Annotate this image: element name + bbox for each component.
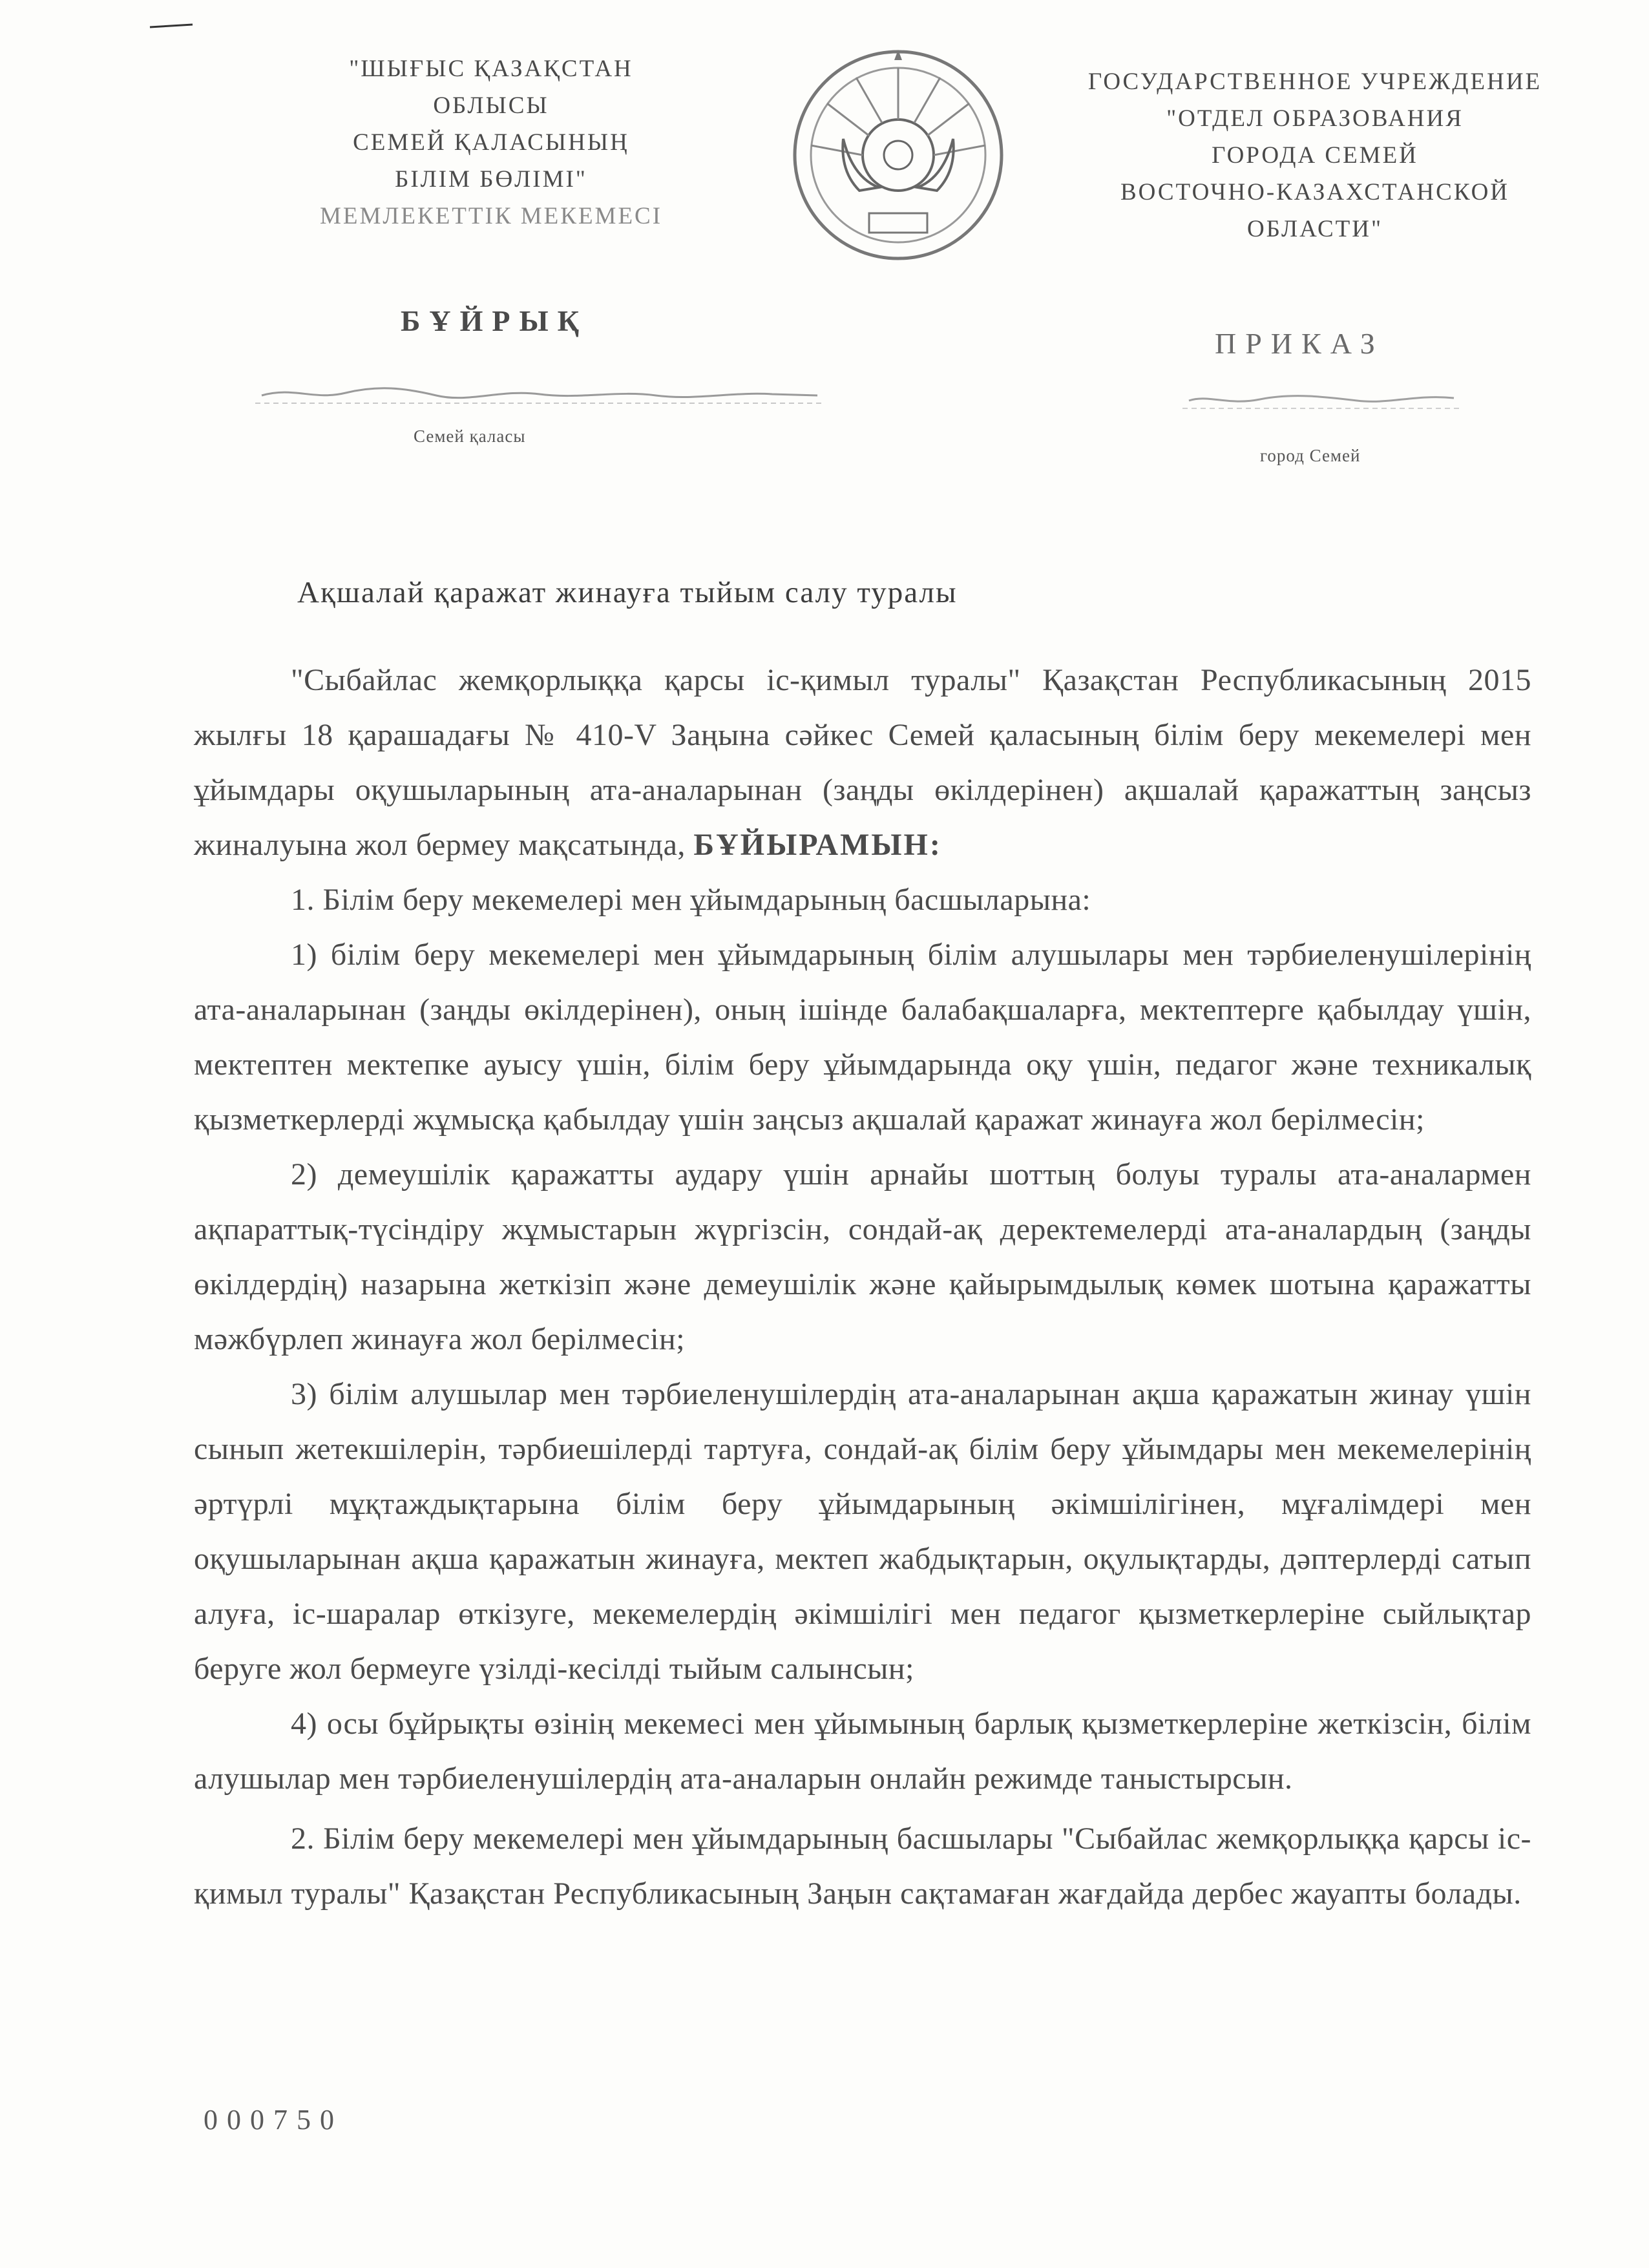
handwritten-date-number-scribble [255,381,824,407]
intro-paragraph [194,653,1531,872]
clause-2: 2. Білім беру мекемелері мен ұйымдарының басшылары "Сыбайлас жемқорлыққа қарсы іс-қимыл туралы" Қазақстан Республикасының Заңын сақтамаған жағдайда дербес жауапты болады. [194,1822,1531,1911]
clause-1-2: 2) демеушілік қаражатты аудару үшін арнайы шоттың болуы туралы ата-аналармен ақпараттық-түсіндіру жұмыстарын жүргізсін, сондай-ақ деректемелерді ата-аналардың (заңды өкілдердің) назарына жеткізіп және демеушілік және қайырымдылық көмек шотына қаражатты мәжбүрлеп жинауға жол берілмесін; [194,1157,1531,1356]
header-left-line: ОБЛЫСЫ [433,92,549,119]
order-heading-russian: ПРИКАЗ [1215,327,1384,360]
intro-order-word: БҰЙЫРАМЫН: [693,828,942,862]
header-right-line: ГОРОДА СЕМЕЙ [1212,142,1418,169]
clause-1: 1. Білім беру мекемелері мен ұйымдарының басшыларына: [291,883,1091,917]
header-left-line: СЕМЕЙ ҚАЛАСЫНЫҢ [353,129,629,156]
header-left-line: "ШЫҒЫС ҚАЗАҚСТАН [349,56,633,82]
form-serial-number: 000750 [204,2104,343,2136]
header-right-line: "ОТДЕЛ ОБРАЗОВАНИЯ [1166,105,1464,132]
header-left-line: МЕМЛЕКЕТТІК МЕКЕМЕСІ [319,203,663,229]
header-kazakh-institution [246,50,737,235]
scan-corner-mark [149,13,194,32]
clause-1-3: 3) білім алушылар мен тәрбиеленушілердің ата-аналарынан ақша қаражатын жинау үшін сынып жетекшілерін, тәрбиешілерді тартуға, сондай-ақ білім беру ұйымдары мен мекемелерінің әртүрлі мұқтаждықтарына білім беру ұйымдарының әкімшілігінен, мұғалімдері мен оқушыларынан ақша қаражатын жинауға, мектеп жабдықтарын, оқулықтарды, дәптерлерді сатып алуға, іс-шаралар өткізуге, мекемелердің әкімшілігі мен педагог қызметкерлеріне сыйлықтар беруге жол бермеуге үзілді-кесілді тыйым салынсын; [194,1377,1531,1686]
header-right-line: ВОСТОЧНО-КАЗАХСТАНСКОЙ [1120,179,1510,205]
header-russian-institution [1034,63,1596,247]
header-right-line: ГОСУДАРСТВЕННОЕ УЧРЕЖДЕНИЕ [1087,68,1542,95]
city-label-russian: город Семей [1260,446,1361,465]
handwritten-number-scribble [1182,381,1460,414]
city-label-kazakh: Семей қаласы [414,426,526,446]
clause-1-1: 1) білім беру мекемелері мен ұйымдарының білім алушылары мен тәрбиеленушілерінің ата-аналарынан (заңды өкілдерінен), оның ішінде балабақшаларға, мектептерге қабылдау үшін, мектептен мектепке ауысу үшін, білім беру ұйымдарында оқу үшін, педагог және техникалық қызметкерлерді жұмысқа қабылдау үшін заңсыз ақшалай қаражат жинауға жол берілмесін; [194,938,1531,1137]
state-emblem-icon [782,42,1014,268]
document-body [194,653,1531,1921]
header-left-line: БІЛІМ БӨЛІМІ" [395,166,587,193]
intro-text: "Сыбайлас жемқорлыққа қарсы іс-қимыл туралы" Қазақстан Республикасының 2015 жылғы 18 қарашадағы № 410-V Заңына сәйкес Семей қаласының білім беру мекемелері мен ұйымдары оқушыларының ата-аналарынан (заңды өкілдерінен) ақшалай қаражаттың заңсыз жиналуына жол бермеу мақсатында, [194,663,1531,862]
document-title: Ақшалай қаражат жинауға тыйым салу туралы [297,576,958,609]
order-heading-kazakh: БҰЙРЫҚ [401,304,589,337]
header-right-line: ОБЛАСТИ" [1246,216,1383,242]
clause-1-4: 4) осы бұйрықты өзінің мекемесі мен ұйымының барлық қызметкерлеріне жеткізсін, білім алушылар мен тәрбиеленушілердің ата-аналарын онлайн режимде таныстырсын. [194,1706,1531,1796]
